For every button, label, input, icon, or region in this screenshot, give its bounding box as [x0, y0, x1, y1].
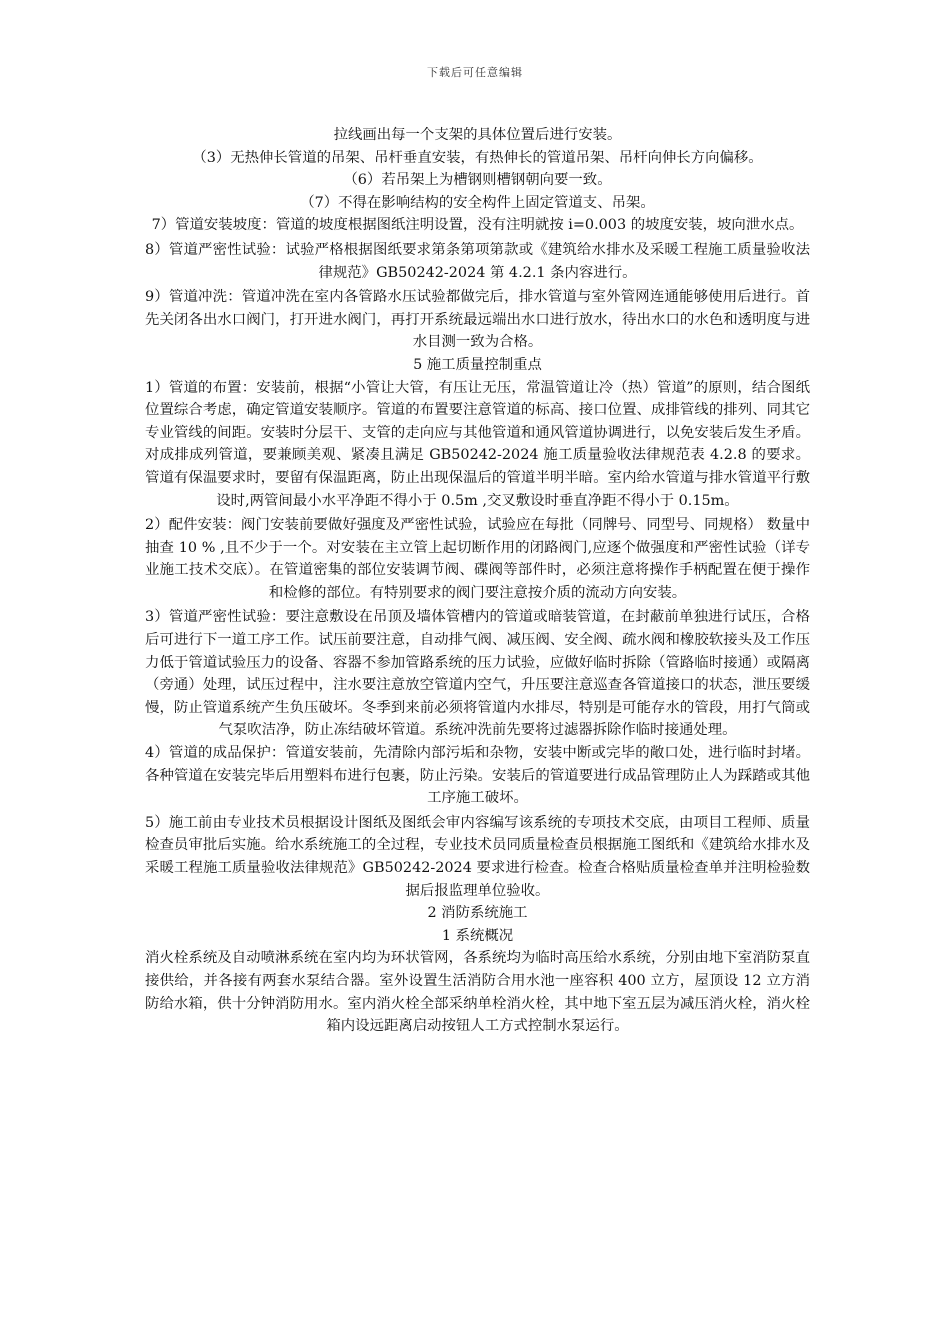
paragraph-technical-briefing: 5）施工前由专业技术员根据设计图纸及图纸会审内容编写该系统的专项技术交底，由项目工程师、质量检查员审批后实施。给水系统施工的全过程，专业技术员同质量检查员根据施工图纸和《建筑给水排水及采暖工程施工质量验收法律规范》GB50242-2024 要求进行检查。检查合格贴质量检查单并注明检验数据后报监理单位验收。 [145, 814, 810, 899]
paragraph-fittings-install: 2）配件安装：阀门安装前要做好强度及严密性试验，试验应在每批（同牌号、同型号、同规格） 数量中抽查 10 % ,且不少于一个。对安装在主立管上起切断作用的闭路阀门,应逐个做强度和严密性试验（详专业施工技术交底）。在管道密集的部位安装调节阀、碟阀等部件时，必须注意将操作手柄配置在便于操作和检修的部位。有特别要求的阀门要注意按介质的流动方向安装。 [145, 517, 810, 601]
paragraph-tightness-test: 8）管道严密性试验：试验严格根据图纸要求第条第项第款或《建筑给水排水及采暖工程施工质量验收法律规范》GB50242-2024 第 4.2.1 条内容进行。 [145, 241, 810, 281]
paragraph-product-protection: 4）管道的成品保护：管道安装前，先清除内部污垢和杂物，安装中断或完毕的敞口处，进行临时封堵。各种管道在安装完毕后用塑料布进行包裹，防止污染。安装后的管道要进行成品管理防止人为踩踏或其他工序施工破坏。 [145, 745, 810, 807]
paragraph-hanger-direction: （3）无热伸长管道的吊架、吊杆垂直安装，有热伸长的管道吊架、吊杆向伸长方向偏移。 [192, 149, 763, 166]
paragraph-system-overview: 消火栓系统及自动喷淋系统在室内均为环状管网，各系统均为临时高压给水系统，分别由地下室消防泵直接供给，并各接有两套水泵结合器。室外设置生活消防合用水池一座容积 400 立方，屋顶设 12 立方消防给水箱，供十分钟消防用水。室内消火栓全部采纳单栓消火栓，其中地下室五层为减压消火栓，消火栓箱内设远距离启动按钮人工方式控制水泵运行。 [145, 950, 810, 1035]
paragraph-channel-steel: （6）若吊架上为槽钢则槽钢朝向要一致。 [343, 172, 612, 189]
paragraph-structural-members: （7）不得在影响结构的安全构件上固定管道支、吊架。 [300, 194, 655, 211]
section-heading-quality-control: 5 施工质量控制重点 [413, 356, 542, 373]
paragraph-bracket-install: 拉线画出每一个支架的具体位置后进行安装。 [333, 127, 622, 143]
document-body [145, 124, 810, 1038]
paragraph-pipe-flushing: 9）管道冲洗：管道冲洗在室内各管路水压试验都做完后，排水管道与室外管网连通能够使用后进行。首先关闭各出水口阀门，打开进水阀门，再打开系统最远端出水口进行放水，待出水口的水色和透明度与进水目测一致为合格。 [145, 289, 810, 351]
page-header: 下载后可任意编辑 [427, 66, 523, 79]
paragraph-pressure-test: 3）管道严密性试验：要注意敷设在吊顶及墙体管槽内的管道或暗装管道，在封蔽前单独进行试压，合格后可进行下一道工序工作。试压前要注意，自动排气阀、减压阀、安全阀、疏水阀和橡胶软接头及工作压力低于管道试验压力的设备、容器不参加管路系统的压力试验，应做好临时拆除（管路临时接通）或隔离（旁通）处理，试压过程中，注水要注意放空管道内空气，升压要注意巡查各管道接口的状态，泄压要缓慢，防止管道系统产生负压破坏。冬季到来前必须将管道内水排尽，特别是可能存水的管段，用打气筒或气泵吹洁净，防止冻结破坏管道。系统冲洗前先要将过滤器拆除作临时接通处理。 [145, 609, 810, 739]
section-heading-fire-system: 2 消防系统施工 [427, 905, 528, 922]
paragraph-pipe-slope: 7）管道安装坡度：管道的坡度根据图纸注明设置，没有注明就按 i=0.003 的坡度安装，坡向泄水点。 [151, 217, 804, 234]
section-heading-system-overview: 1 系统概况 [441, 927, 514, 944]
paragraph-pipe-layout: 1）管道的布置：安装前，根据“小管让大管，有压让无压，常温管道让冷（热）管道”的原则，结合图纸位置综合考虑，确定管道安装顺序。管道的布置要注意管道的标高、接口位置、成排管线的排列、同其它专业管线的间距。安装时分层干、支管的走向应与其他管道和通风管道协调进行，以免安装后发生矛盾。对成排成列管道，要兼顾美观、紧凑且满足 GB50242-2024 施工质量验收法律规范表 4.2.8 的要求。管道有保温要求时，要留有保温距离，防止出现保温后的管道半明半暗。室内给水管道与排水管道平行敷设时,两管间最小水平净距不得小于 0.5m ,交叉敷设时垂直净距不得小于 0.15m。 [145, 379, 810, 509]
